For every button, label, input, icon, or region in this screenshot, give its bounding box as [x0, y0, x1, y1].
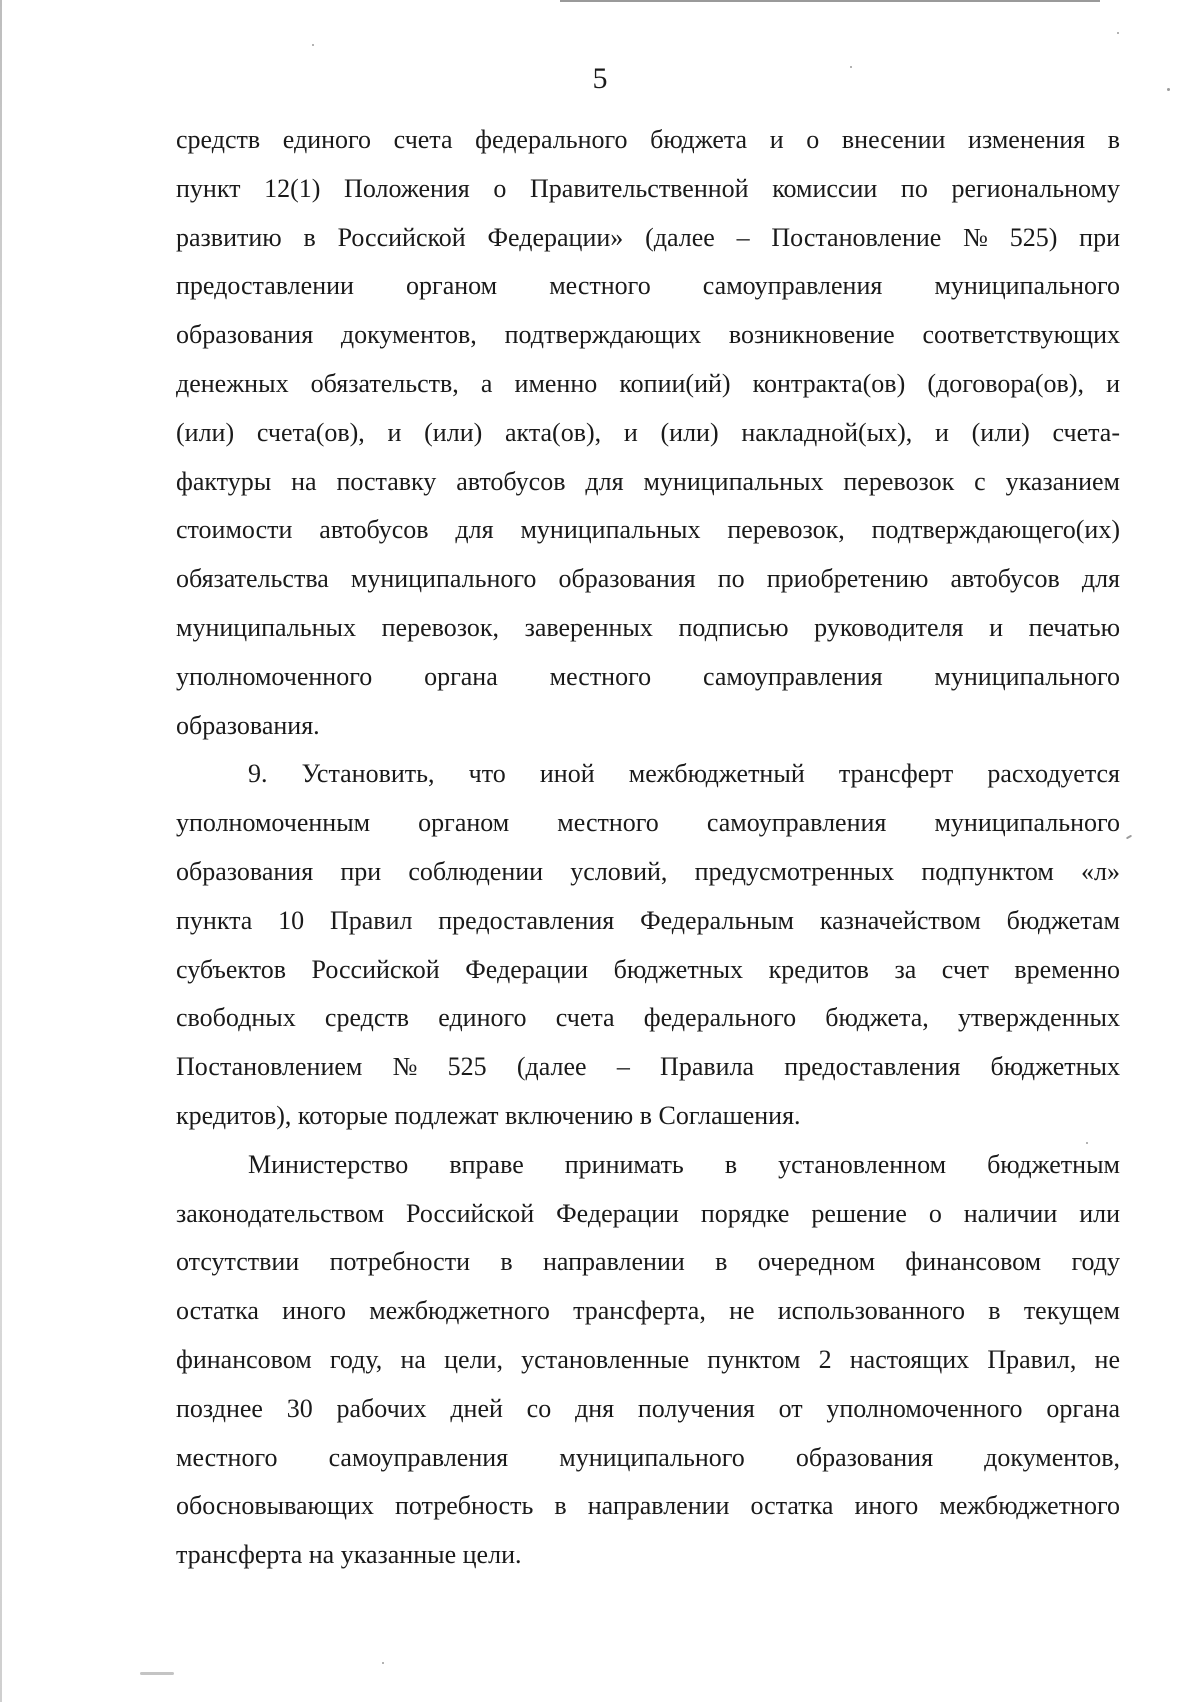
- text-line: законодательством Российской Федерации порядке решение о наличии или: [176, 1198, 1120, 1228]
- paragraph: [176, 750, 1120, 1140]
- text-line: пункт 12(1) Положения о Правительственной комиссии по региональному: [176, 173, 1120, 203]
- text-line: Министерство вправе принимать в установленном бюджетным: [248, 1149, 1120, 1179]
- text-line: Постановлением № 525 (далее – Правила предоставления бюджетных: [176, 1052, 1120, 1082]
- text-line: (или) счета(ов), и (или) акта(ов), и (или) накладной(ых), и (или) счета-: [176, 417, 1120, 447]
- text-line: трансферта на указанные цели.: [176, 1540, 522, 1570]
- page-number: 5: [592, 62, 608, 95]
- paragraph: [176, 116, 1120, 750]
- text-line: отсутствии потребности в направлении в очередном финансовом году: [176, 1247, 1120, 1277]
- text-line: финансовом году, на цели, установленные пунктом 2 настоящих Правил, не: [176, 1344, 1120, 1374]
- text-line: фактуры на поставку автобусов для муниципальных перевозок с указанием: [176, 466, 1120, 496]
- paragraph: [176, 1141, 1120, 1580]
- scan-speck: [1126, 835, 1132, 840]
- text-line: обязательства муниципального образования по приобретению автобусов для: [176, 564, 1120, 594]
- document-body: [176, 116, 1120, 1580]
- text-line: кредитов), которые подлежат включению в Соглашения.: [176, 1100, 801, 1130]
- scan-top-edge: [560, 0, 1100, 2]
- scan-left-edge: [0, 0, 2, 1702]
- text-line: образования при соблюдении условий, предусмотренных подпунктом «л»: [176, 856, 1120, 886]
- text-line: свободных средств единого счета федерального бюджета, утвержденных: [176, 1003, 1120, 1033]
- text-line: уполномоченного органа местного самоуправления муниципального: [176, 661, 1120, 691]
- scan-speck: [140, 1672, 174, 1675]
- text-line: средств единого счета федерального бюджета и о внесении изменения в: [176, 125, 1120, 154]
- text-line: муниципальных перевозок, заверенных подписью руководителя и печатью: [176, 612, 1120, 642]
- text-line: уполномоченным органом местного самоуправления муниципального: [176, 808, 1120, 838]
- text-line: обосновывающих потребность в направлении остатка иного межбюджетного: [176, 1491, 1120, 1521]
- text-line: позднее 30 рабочих дней со дня получения от уполномоченного органа: [176, 1393, 1120, 1423]
- text-line: субъектов Российской Федерации бюджетных кредитов за счет временно: [176, 954, 1120, 984]
- scan-speck: [312, 44, 314, 46]
- text-line: образования документов, подтверждающих возникновение соответствующих: [176, 320, 1120, 350]
- scan-speck: [1117, 32, 1119, 34]
- text-line: стоимости автобусов для муниципальных перевозок, подтверждающего(их): [176, 515, 1120, 545]
- text-line: денежных обязательств, а именно копии(ий) контракта(ов) (договора(ов), и: [176, 368, 1120, 398]
- text-line: предоставлении органом местного самоуправления муниципального: [176, 271, 1120, 301]
- scan-speck: [382, 1662, 384, 1664]
- text-line: остатка иного межбюджетного трансферта, не использованного в текущем: [176, 1296, 1120, 1326]
- text-line: образования.: [176, 710, 320, 740]
- text-line: развитию в Российской Федерации» (далее – Постановление № 525) при: [176, 222, 1120, 252]
- text-line: местного самоуправления муниципального образования документов,: [176, 1442, 1120, 1472]
- text-line: пункта 10 Правил предоставления Федеральным казначейством бюджетам: [176, 905, 1120, 935]
- text-line: 9. Установить, что иной межбюджетный трансферт расходуется: [248, 759, 1120, 789]
